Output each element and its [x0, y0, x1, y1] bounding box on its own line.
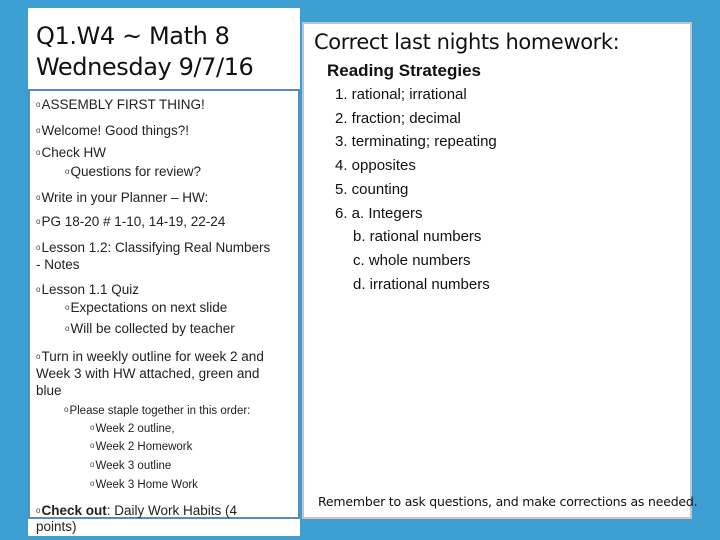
answer-item-6a: 6. a. Integers: [335, 205, 423, 222]
slide-title-line-1: Q1.W4 ~ Math 8: [36, 22, 230, 50]
staple-item-week-2-outline: oWeek 2 outline,: [90, 423, 175, 435]
answer-item-6b: b. rational numbers: [353, 228, 482, 245]
slide-title-line-2: Wednesday 9/7/16: [36, 53, 254, 81]
agenda-item-assembly: oASSEMBLY FIRST THING!: [36, 97, 205, 112]
reading-strategies-title: Reading Strategies: [327, 61, 481, 80]
answer-item-2: 2. fraction; decimal: [335, 110, 461, 127]
answer-item-6c: c. whole numbers: [353, 252, 471, 269]
agenda-item-check-out: oCheck out: Daily Work Habits (4: [36, 503, 237, 518]
slide-title-box: [30, 13, 298, 89]
staple-item-week-3-homework: oWeek 3 Home Work: [90, 479, 198, 491]
agenda-item-turn-in: oTurn in weekly outline for week 2 and: [36, 349, 264, 364]
agenda-item-planner: oWrite in your Planner – HW:: [36, 190, 209, 205]
agenda-item-homework-pages: oPG 18-20 # 1-10, 14-19, 22-24: [36, 214, 226, 229]
agenda-subitem-expectations: oExpectations on next slide: [65, 300, 228, 315]
agenda-subitem-collected: oWill be collected by teacher: [65, 321, 235, 336]
agenda-item-welcome: oWelcome! Good things?!: [36, 123, 190, 138]
agenda-subitem-questions: oQuestions for review?: [65, 164, 202, 179]
agenda-item-turn-in-line-2: Week 3 with HW attached, green and: [36, 366, 260, 381]
answer-item-5: 5. counting: [335, 181, 409, 198]
answer-item-1: 1. rational; irrational: [335, 86, 467, 103]
answer-item-6d: d. irrational numbers: [353, 276, 490, 293]
answer-item-4: 4. opposites: [335, 157, 416, 174]
agenda-subitem-staple: oPlease staple together in this order:: [64, 405, 251, 417]
agenda-item-check-hw: oCheck HW: [36, 145, 106, 160]
staple-item-week-3-outline: oWeek 3 outline: [90, 460, 172, 472]
staple-item-week-2-homework: oWeek 2 Homework: [90, 441, 193, 453]
reminder-note: Remember to ask questions, and make corrections as needed.: [318, 494, 698, 509]
agenda-item-turn-in-line-3: blue: [36, 383, 62, 398]
agenda-item-lesson-1-1-quiz: oLesson 1.1 Quiz: [36, 282, 140, 297]
right-heading: Correct last nights homework:: [314, 30, 620, 54]
answer-item-3: 3. terminating; repeating: [335, 133, 497, 150]
agenda-item-lesson-1-2: oLesson 1.2: Classifying Real Numbers: [36, 240, 271, 255]
agenda-item-check-out-line-2: points): [36, 519, 77, 534]
agenda-item-lesson-1-2-notes: - Notes: [36, 257, 80, 272]
